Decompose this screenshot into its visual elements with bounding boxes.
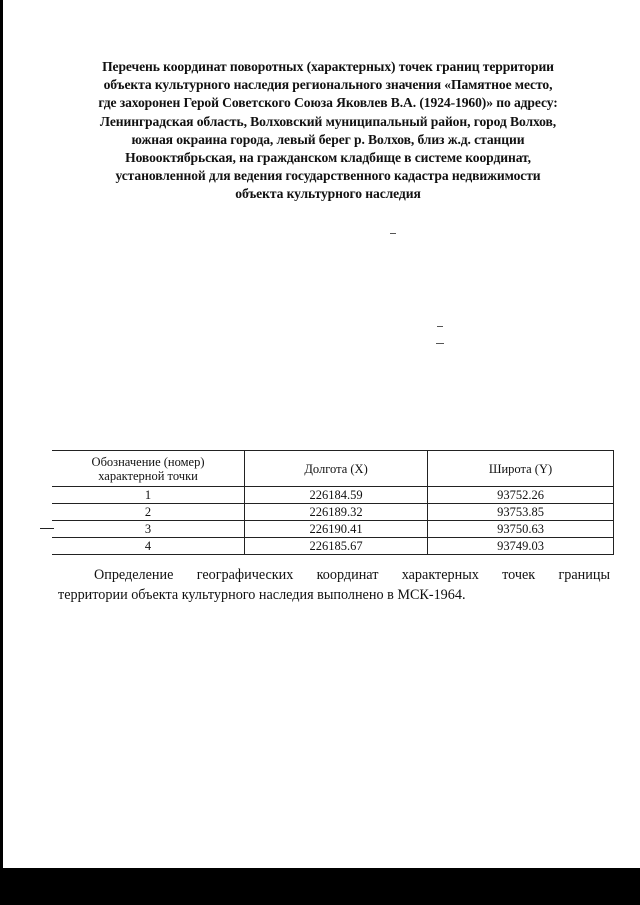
scan-speck	[437, 326, 443, 327]
note-word: географических	[196, 567, 294, 583]
header-longitude: Долгота (X)	[245, 451, 428, 487]
header-latitude: Широта (Y)	[428, 451, 614, 487]
scan-speck	[436, 343, 444, 344]
title-line: где захоронен Герой Советского Союза Яковлев В.А. (1924-1960)» по адресу:	[98, 95, 558, 111]
coordinate-system-note	[58, 565, 610, 605]
cell-longitude: 226189.32	[245, 504, 428, 521]
scan-bottom-band	[0, 868, 640, 905]
note-word: характерных	[401, 567, 479, 583]
cell-point-number: 3	[52, 521, 245, 538]
note-line2: территории объекта культурного наследия выполнено в МСК-1964.	[58, 587, 466, 603]
header-point-number-line2: характерной точки	[98, 468, 198, 483]
cell-latitude: 93753.85	[428, 504, 614, 521]
title-line: южная окраина города, левый берег р. Волхов, близ ж.д. станции	[131, 131, 525, 147]
scan-left-edge	[0, 0, 3, 870]
cell-latitude: 93749.03	[428, 538, 614, 555]
note-word: границы	[558, 567, 610, 583]
note-word: точек	[502, 567, 536, 583]
table-rule-mark	[244, 478, 245, 486]
table-header-row	[52, 451, 614, 487]
cell-latitude: 93750.63	[428, 521, 614, 538]
title-line: объекта культурного наследия регионального значения «Памятное место,	[103, 77, 553, 93]
table-rule-mark	[40, 528, 54, 529]
cell-longitude: 226184.59	[245, 487, 428, 504]
cell-longitude: 226190.41	[245, 521, 428, 538]
table-row	[52, 521, 614, 538]
table-rule-mark	[613, 450, 614, 462]
cell-point-number: 2	[52, 504, 245, 521]
title-line: объекта культурного наследия	[235, 186, 421, 202]
table-row	[52, 504, 614, 521]
cell-point-number: 1	[52, 487, 245, 504]
scan-speck	[390, 233, 396, 234]
table-rule-mark	[427, 511, 428, 519]
table-row	[52, 538, 614, 555]
header-point-number-line1: Обозначение (номер)	[91, 454, 205, 469]
title-line: Перечень координат поворотных (характерных) точек границ территории	[102, 59, 554, 74]
cell-longitude: 226185.67	[245, 538, 428, 555]
note-word: координат	[316, 567, 379, 583]
document-title	[62, 58, 594, 204]
coordinates-table	[52, 450, 614, 555]
header-point-number	[52, 451, 245, 487]
cell-latitude: 93752.26	[428, 487, 614, 504]
title-line: Ленинградская область, Волховский муниципальный район, город Волхов,	[99, 113, 557, 129]
cell-point-number: 4	[52, 538, 245, 555]
table-row	[52, 487, 614, 504]
note-word: Определение	[94, 567, 174, 583]
title-line: установленной для ведения государственного кадастра недвижимости	[115, 168, 541, 184]
note-line1	[58, 565, 610, 585]
title-line: Новооктябрьская, на гражданском кладбище в системе координат,	[125, 150, 531, 166]
